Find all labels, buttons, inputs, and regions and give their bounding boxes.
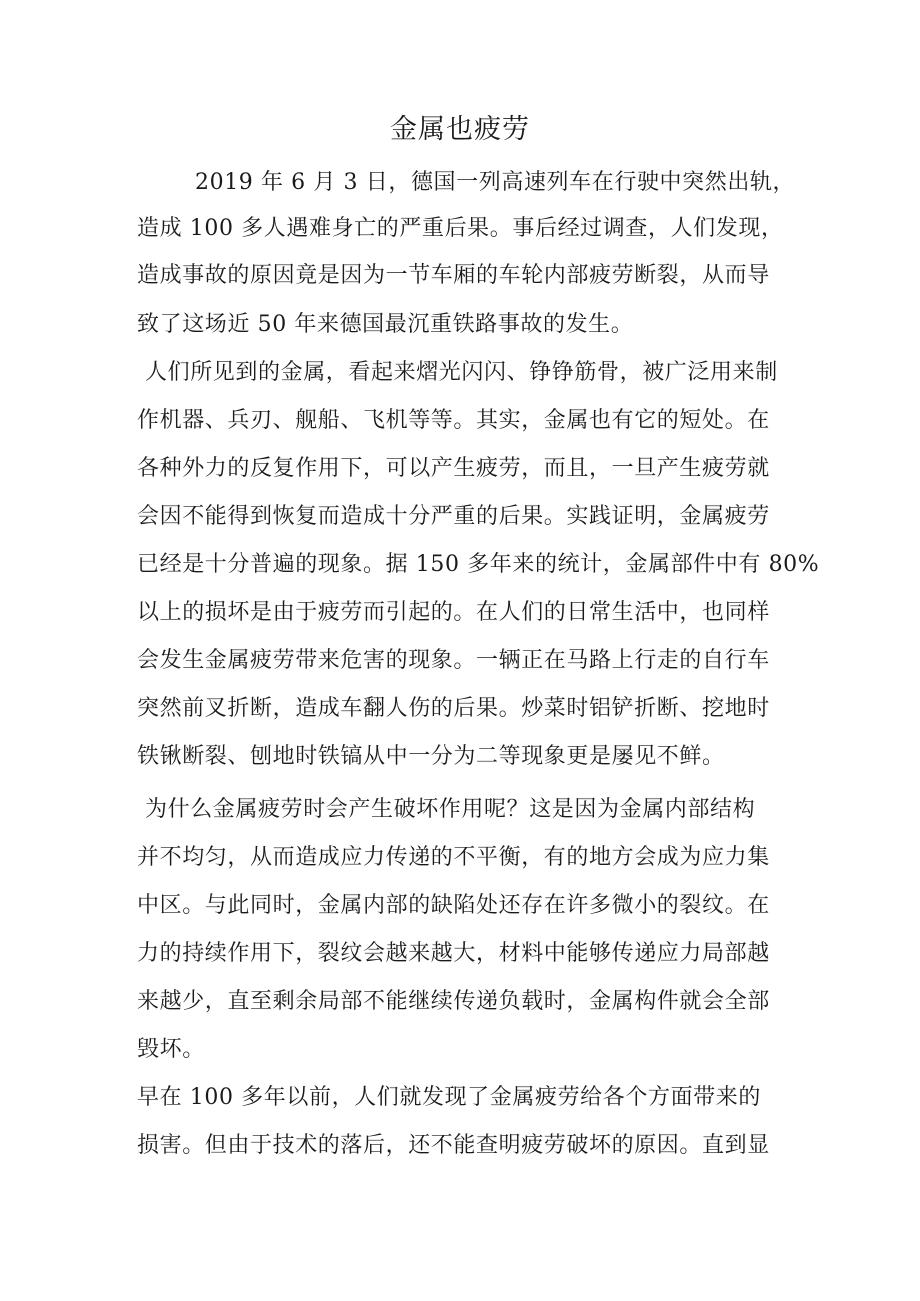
paragraph-line: 会发生金属疲劳带来危害的现象。一辆正在马路上行走的自行车 (137, 648, 770, 673)
paragraph-line: 力的持续作用下，裂纹会越来越大，材料中能够传递应力局部越 (137, 941, 770, 966)
paragraph-line: 毁坏。 (137, 1037, 205, 1062)
paragraph-line: 并不均匀，从而造成应力传递的不平衡，有的地方会成为应力集 (137, 845, 770, 870)
paragraph-line: 已经是十分普遍的现象。据 150 多年来的统计，金属部件中有 80% (137, 552, 820, 577)
paragraph-line: 造成事故的原因竟是因为一节车厢的车轮内部疲劳断裂，从而导 (137, 263, 770, 288)
paragraph-line: 为什么金属疲劳时会产生破坏作用呢？这是因为金属内部结构 (145, 797, 756, 822)
paragraph-line: 以上的损坏是由于疲劳而引起的。在人们的日常生活中，也同样 (137, 600, 770, 625)
paragraph-line: 人们所见到的金属，看起来熠光闪闪、铮铮筋骨，被广泛用来制 (145, 360, 778, 385)
paragraph-line: 来越少，直至剩余局部不能继续传递负载时，金属构件就会全部 (137, 989, 770, 1014)
document-title: 金属也疲劳 (390, 114, 530, 145)
paragraph-line: 各种外力的反复作用下，可以产生疲劳，而且，一旦产生疲劳就 (137, 456, 770, 481)
paragraph-line: 致了这场近 50 年来德国最沉重铁路事故的发生。 (137, 312, 634, 337)
paragraph-line: 造成 100 多人遇难身亡的严重后果。事后经过调查，人们发现， (137, 216, 784, 241)
paragraph-line: 早在 100 多年以前，人们就发现了金属疲劳给各个方面带来的 (137, 1085, 761, 1110)
paragraph-line: 作机器、兵刃、舰船、飞机等等。其实，金属也有它的短处。在 (137, 408, 770, 433)
paragraph-line: 中区。与此同时，金属内部的缺陷处还存在许多微小的裂纹。在 (137, 893, 770, 918)
paragraph-line: 2019 年 6 月 3 日，德国一列高速列车在行驶中突然出轨， (195, 170, 796, 195)
paragraph-line: 铁锹断裂、刨地时铁镐从中一分为二等现象更是屡见不鲜。 (137, 744, 725, 769)
paragraph-line: 会因不能得到恢复而造成十分严重的后果。实践证明，金属疲劳 (137, 504, 770, 529)
paragraph-line: 损害。但由于技术的落后，还不能查明疲劳破坏的原因。直到显 (137, 1133, 770, 1158)
paragraph-line: 突然前叉折断，造成车翻人伤的后果。炒菜时铝铲折断、挖地时 (137, 696, 770, 721)
